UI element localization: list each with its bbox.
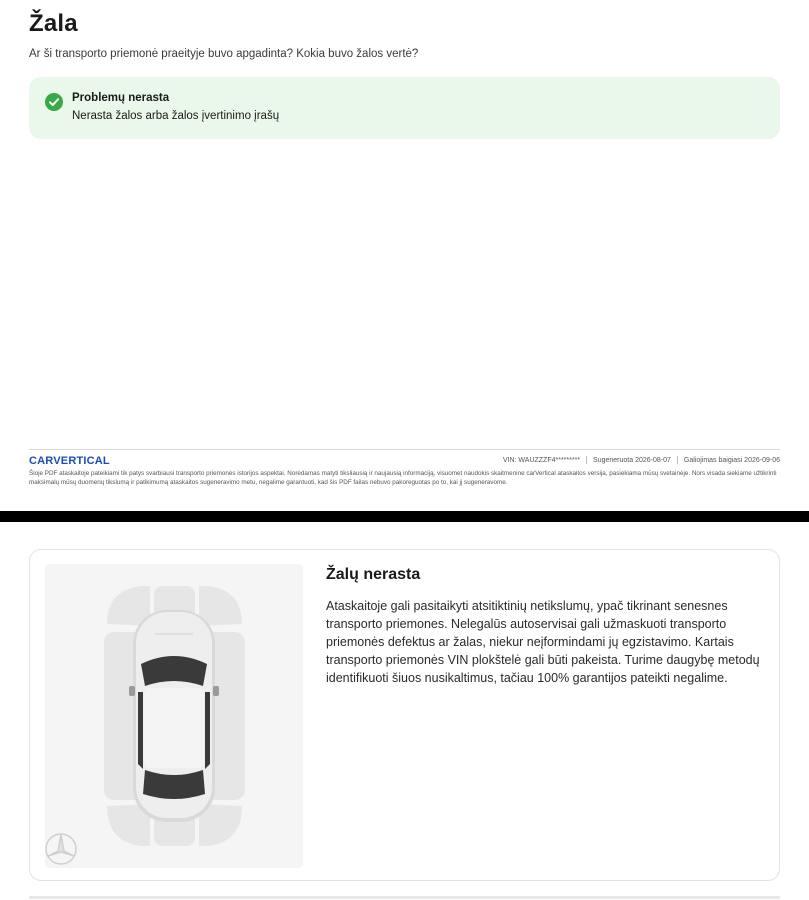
status-title: Problemų nerasta: [72, 92, 170, 104]
carvertical-logo: [29, 455, 110, 467]
car-top-view-icon: [45, 564, 303, 868]
card-text: Ataskaitoje gali pasitaikyti atsitiktinių netikslumų, ypač tikrinant senesnes transporto priemones. Nelegalūs autoservisai gali užmaskuoti transporto priemonės defektus ar žalas, niekur neįformindami jų egzistavimo. Kartais transporto priemonės VIN plokštelė gali būti pakeista. Turime daugybę metodų identifikuoti šiuos nusikaltimus, tačiau 100% garantijos pateikti negalime.: [326, 599, 760, 685]
section-subtitle: Ar ši transporto priemonė praeityje buvo apgadinta? Kokia buvo žalos vertė?: [29, 48, 419, 60]
footer-divider: [29, 449, 780, 450]
footer-disclaimer: Šioje PDF ataskaitoje pateikiami tik patys svarbiausi transporto priemonės istorijos aspektai. Norėdamas matyti tiksliausią ir naujausią informaciją, visuomet naudokis skaitmenine carVertical ataskaitos versija, pasiekiama mūsų svetainėje. Nors visada siekiame užtikrinti maksimalų mūsų duomenų tikslumą ir patikimumą ataskaitos sugeneravimo metu, negalime garantuoti, kad šis PDF failas nebuvo pakoreguotas po to, kai jį sugeneravome.: [29, 470, 777, 486]
car-diagram: [45, 564, 303, 868]
logo-suffix: ERTICAL: [60, 455, 110, 467]
status-box: [29, 77, 780, 139]
footer-generated: Sugeneruota 2026-08-07: [593, 456, 671, 464]
footer-meta: [503, 456, 780, 464]
report-page-damage-details: [0, 522, 809, 900]
car-body: [129, 610, 219, 822]
mercedes-star-icon: [46, 834, 76, 864]
footer-separator: [677, 456, 678, 464]
page-bottom-divider: [29, 896, 780, 899]
damage-card: [29, 549, 780, 881]
section-title: Žala: [29, 10, 78, 37]
logo-prefix: CARV: [29, 455, 61, 467]
footer-vin: VIN: WAUZZZF4*********: [502, 456, 581, 464]
card-title: Žalų nerasta: [326, 566, 421, 583]
footer-separator: [586, 456, 587, 464]
zone-front-right: [199, 586, 242, 626]
status-text: Nerasta žalos arba žalos įvertinimo įrašų: [72, 110, 280, 122]
footer-valid-until: Galiojimas baigiasi 2026-09-06: [683, 456, 780, 464]
check-circle-icon: [45, 93, 63, 111]
